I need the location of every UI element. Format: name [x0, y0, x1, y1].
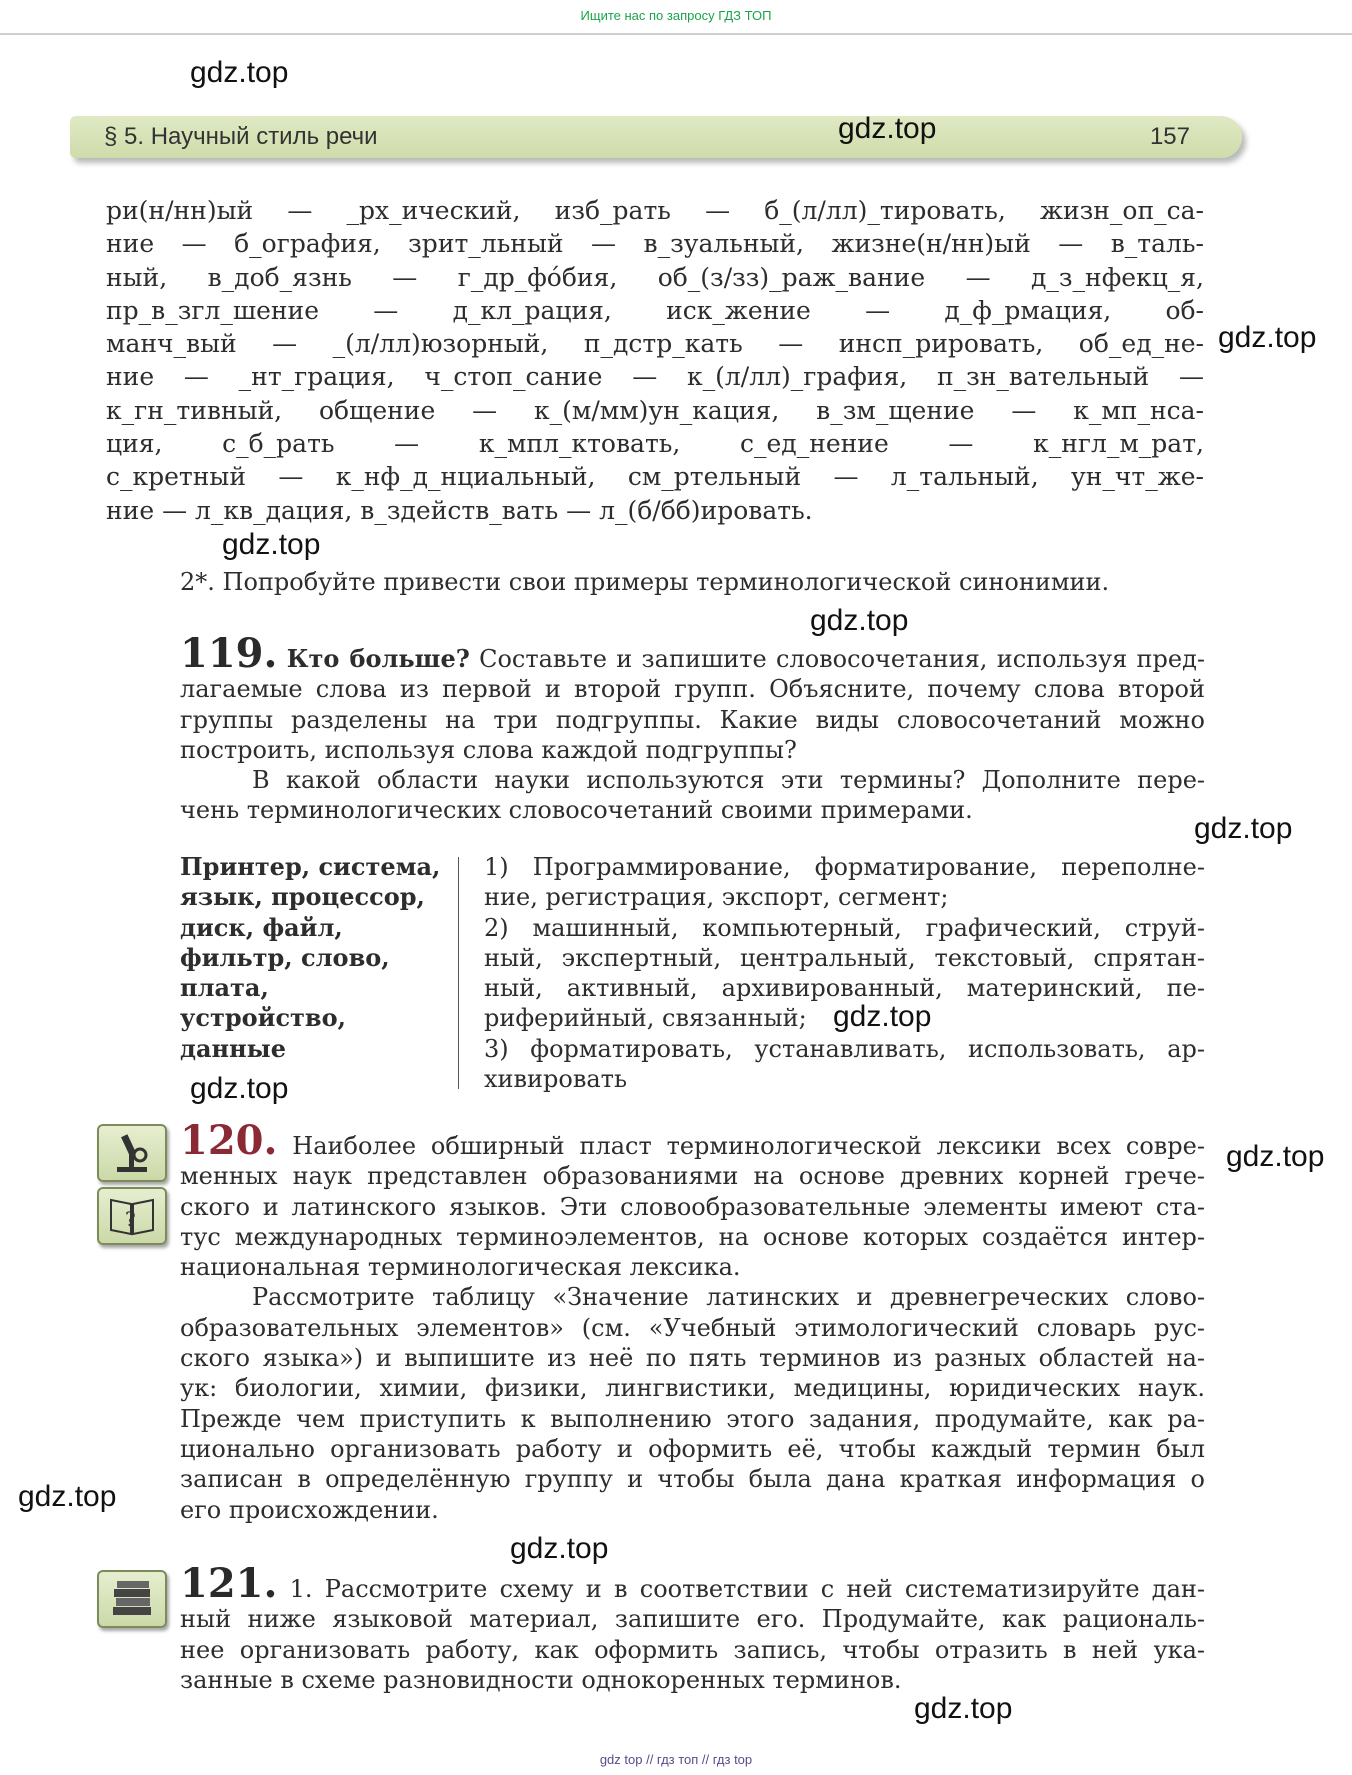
- ex121-line: ный ниже языковой материал, запишите его. Продумайте, как рациональ-: [180, 1605, 1205, 1634]
- word-list-paragraph: [106, 194, 1204, 527]
- watermark: gdz.top: [18, 1480, 117, 1513]
- microscope-icon: [97, 1124, 167, 1182]
- word-list-line: ние — _нт_грация, ч_стоп_сание — к_(л/лл)_графия, п_зн_вательный —: [106, 362, 1204, 392]
- ex119-line: 119. Кто больше? Составьте и запишите словосочетания, используя пред-: [180, 630, 1205, 677]
- word-list-line: с_кретный — к_нф_д_нциальный, см_ртельный — л_тальный, ун_чт_же-: [106, 462, 1204, 492]
- book-question-icon: [97, 1187, 167, 1245]
- ex121-line: нее организовать работу, как оформить запись, чтобы отразить в ней ука-: [180, 1635, 1205, 1664]
- top-banner-text: Ищите нас по запросу ГДЗ ТОП: [580, 8, 772, 23]
- exercise-119: [180, 630, 1205, 826]
- ex120-line: национальная терминологическая лексика.: [180, 1253, 741, 1282]
- ex120-line: образовательных элементов» (см. «Учебный этимологический словарь рус-: [180, 1313, 1205, 1342]
- ex121-line: занные в схеме разновидности однокоренных терминов.: [180, 1665, 902, 1694]
- watermark: gdz.top: [810, 604, 909, 637]
- exercise-number: 119.: [180, 630, 278, 677]
- word-list-line: ри(н/нн)ый — _рх_ический, изб_рать — б_(л/лл)_тировать, жизн_оп_са-: [106, 196, 1204, 225]
- ex119-line: построить, используя слова каждой подгруппы?: [180, 735, 797, 764]
- ex120-line: Прежде чем приступить к выполнению этого задания, продумайте, как ра-: [180, 1404, 1205, 1433]
- ex120-line: Рассмотрите таблицу «Значение латинских и древнегреческих слово-: [252, 1283, 1205, 1312]
- word-list-line: ция, с_б_рать — к_мпл_ктовать, с_ед_нение — к_нгл_м_рат,: [106, 429, 1204, 459]
- word-list-line: к_гн_тивный, общение — к_(м/мм)ун_кация, в_зм_щение — к_мп_нса-: [106, 395, 1204, 425]
- ex119-line: В какой области науки используются эти термины? Дополните пере-: [252, 766, 1205, 795]
- ex121-line: 121. 1. Рассмотрите схему и в соответствии с ней систематизируйте дан-: [180, 1560, 1205, 1607]
- watermark: gdz.top: [1218, 321, 1317, 354]
- watermark: gdz.top: [833, 1000, 932, 1033]
- ex120-line: его происхождении.: [180, 1495, 439, 1524]
- exercise-120: [180, 1117, 1205, 1525]
- watermark: gdz.top: [914, 1692, 1013, 1725]
- section-title: § 5. Научный стиль речи: [104, 123, 378, 150]
- word-list-line: манч_вый — _(л/лл)юзорный, п_дстр_кать — инсп_рировать, об_ед_не-: [106, 329, 1204, 359]
- ex120-line: ского языка») и выпишите из неё по пять терминов из разных областей на-: [180, 1344, 1205, 1373]
- group-2-words: 1) Программирование, форматирование, переполне- ние, регистрация, экспорт, сегмент; 2) машинный, компьютерный, графический, струй- ный, экспертный, центральный, текстовый, спрятан- ный, активный, архивированный, материнский, пе- риферийный, связанный; 3) форматировать, устанавливать, использовать, ар- хивировать: [484, 853, 1205, 1094]
- footer-links: gdz top // гдз топ // гдз top: [599, 1752, 753, 1767]
- group-1-words: Принтер, система, язык, процессор, диск, файл, фильтр, слово, плата, устройство, данные: [180, 852, 441, 1063]
- ex120-line: записан в определённую группу и чтобы была дана краткая информация о: [180, 1465, 1205, 1494]
- watermark: gdz.top: [838, 112, 937, 145]
- exercise-121: [180, 1560, 1205, 1695]
- word-list-line: ный, в_доб_язнь — г_др_фóбия, об_(з/зз)_раж_вание — д_з_нфекц_я,: [106, 262, 1204, 292]
- task-2-text: 2*. Попробуйте привести свои примеры терминологической синонимии.: [180, 568, 1110, 596]
- page-number: 157: [1149, 123, 1190, 150]
- ex120-line: ционально организовать работу и оформить её, чтобы каждый термин был: [180, 1434, 1205, 1463]
- word-list-line: ние — л_кв_дация, в_здейств_вать — л_(б/бб)ировать.: [106, 495, 813, 525]
- task-2: [180, 566, 1210, 599]
- watermark: gdz.top: [1194, 812, 1293, 845]
- watermark: gdz.top: [190, 1072, 289, 1105]
- books-stack-icon: [97, 1570, 167, 1628]
- ex120-line: менных наук представлен образованиями на основе древних корней грече-: [180, 1162, 1205, 1191]
- watermark: gdz.top: [222, 528, 321, 561]
- top-banner: [0, 0, 1352, 35]
- watermark: gdz.top: [190, 56, 289, 89]
- ex119-bold-lead: Кто больше?: [286, 644, 470, 673]
- ex120-line: 120. Наиболее обширный пласт терминологической лексики всех совре-: [180, 1117, 1205, 1164]
- ex120-line: ского и латинского языков. Эти словообразовательные элементы имеют ста-: [180, 1192, 1205, 1221]
- word-list-line: ние — б_ография, зрит_льный — в_зуальный, жизне(н/нн)ый — в_таль-: [106, 229, 1204, 259]
- watermark: gdz.top: [510, 1532, 609, 1565]
- exercise-number: 121.: [180, 1560, 278, 1607]
- section-header: [70, 116, 1242, 158]
- ex119-line: группы разделены на три подгруппы. Какие виды словосочетаний можно: [180, 705, 1205, 734]
- column-divider: [458, 857, 459, 1089]
- exercise-number: 120.: [180, 1117, 278, 1164]
- watermark: gdz.top: [1226, 1140, 1325, 1173]
- ex120-line: ук: биологии, химии, физики, лингвистики, медицины, юридических наук.: [180, 1374, 1205, 1403]
- svg-text:?: ?: [125, 1207, 136, 1231]
- ex119-line: лагаемые слова из первой и второй групп. Объясните, почему слова второй: [180, 675, 1205, 704]
- ex119-line: чень терминологических словосочетаний своими примерами.: [180, 796, 973, 825]
- ex120-line: тус международных терминоэлементов, на основе которых создаётся интер-: [180, 1222, 1205, 1251]
- word-list-line: пр_в_згл_шение — д_кл_рация, иск_жение — д_ф_рмация, об-: [106, 295, 1204, 325]
